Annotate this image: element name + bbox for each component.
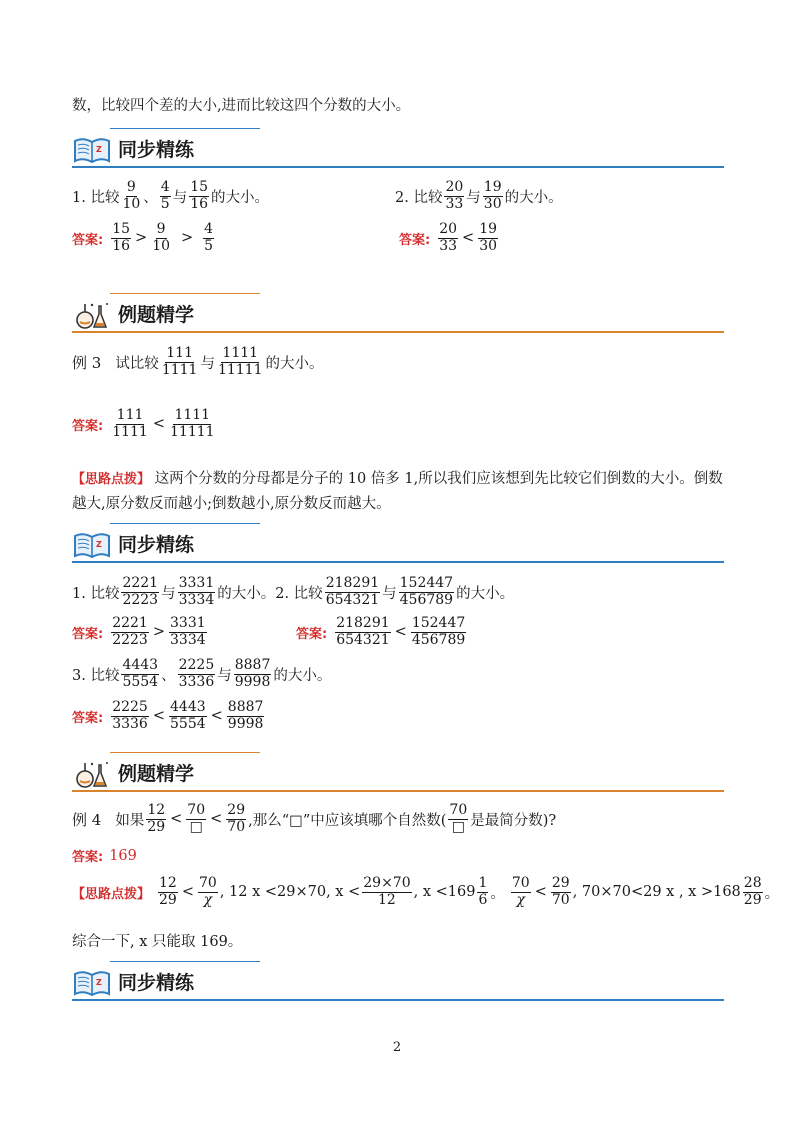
sync2-question-3: 3. 比较 $\frac{4443}{5554}$ 、 $\frac{2225}{3336}$ 与 $\frac{8887}{9998}$ 的大小。 (72, 657, 332, 690)
answer-value: 169 (109, 847, 137, 864)
example-3-question: 例 3 试比较 $\frac{111}{1111}$ 与 $\frac{1111}{11111}$ 的大小。 (72, 345, 324, 378)
example-3-answer: 答案: $\frac{111}{1111}$ < $\frac{1111}{11111}$ (72, 407, 215, 440)
sync1-question-2: 2. 比较 $\frac{20}{33}$ 与 $\frac{19}{30}$ 的大小。 (395, 179, 563, 212)
section-title: 例题精学 (118, 763, 195, 785)
section-header-sync-1 (72, 128, 724, 168)
fraction: $\frac{19}{30}$ (483, 179, 502, 212)
sync1-answer-1: 答案: $\frac{15}{16}$ > $\frac{9}{10}$ > $\frac{4}{5}$ (72, 221, 214, 254)
section-header-sync-2 (72, 523, 724, 563)
flask-icon (72, 759, 112, 789)
flask-icon (72, 300, 112, 330)
fraction: $\frac{15}{16}$ (190, 179, 209, 212)
sync2-question-1-2: 1. 比较 $\frac{2221}{2223}$ 与 $\frac{3331}{3334}$ 的大小。 2. 比较 $\frac{218291}{654321}$ 与 $\frac{152447}{456789}$ 的大小。 (72, 575, 515, 608)
page-number: 2 (392, 1040, 402, 1055)
example-3-tip: 【思路点拨】 这两个分数的分母都是分子的 10 倍多 1,所以我们应该想到先比较它们倒数的大小。倒数越大,原分数反而越小;倒数越小,原分数反而越大。 (72, 471, 723, 512)
svg-text:Z: Z (96, 540, 102, 549)
sync2-answer-2: 答案: $\frac{218291}{654321}$ < $\frac{152447}{456789}$ (296, 615, 466, 648)
section-title: 例题精学 (118, 304, 195, 326)
section-title: 同步精练 (118, 139, 195, 161)
example-4-conclusion: 综合一下, x 只能取 169。 (72, 934, 243, 950)
example-4-tip: 【思路点拨】 $\frac{12}{29}$ < $\frac{70}{\chi}$ , 12 x <29×70, x < $\frac{29\times 70}{12}$ , x <169 $\frac{1}{6}$ 。 $\frac{70}{\chi}$ < $\frac{29}{70}$ , 70×70<29 x , x >168 $\frac{28}{29}$ 。 (72, 875, 780, 908)
sync1-answer-2: 答案: $\frac{20}{33}$ < $\frac{19}{30}$ (399, 221, 498, 254)
example-4-question: 例 4 如果 $\frac{12}{29}$ < $\frac{70}{□}$ < $\frac{29}{70}$ ,那么“□”中应该填哪个自然数( $\frac{70}{□}$ 是最简分数)? (72, 802, 557, 835)
section-title: 同步精练 (118, 534, 195, 556)
svg-text:Z: Z (96, 978, 102, 987)
intro-text: 数，比较四个差的大小,进而比较这四个分数的大小。 (72, 98, 411, 114)
book-icon (72, 135, 112, 165)
sync2-answer-1: 答案: $\frac{2221}{2223}$ > $\frac{3331}{3334}$ (72, 615, 206, 648)
sync2-answer-3: 答案: $\frac{2225}{3336}$ < $\frac{4443}{5554}$ < $\frac{8887}{9998}$ (72, 699, 264, 732)
section-header-example-4 (72, 752, 724, 792)
section-title: 同步精练 (118, 972, 195, 994)
example-4-answer: 答案: 169 (72, 847, 137, 865)
sync1-question-1: 1. 比较 $\frac{9}{10}$ 、 $\frac{4}{5}$ 与 $\frac{15}{16}$ 的大小。 (72, 179, 270, 212)
section-header-example-3 (72, 293, 724, 333)
fraction: $\frac{9}{10}$ (122, 179, 141, 212)
svg-text:Z: Z (96, 145, 102, 154)
fraction: $\frac{20}{33}$ (445, 179, 464, 212)
book-icon (72, 968, 112, 998)
book-icon (72, 530, 112, 560)
fraction: $\frac{4}{5}$ (160, 179, 170, 212)
section-header-sync-3 (72, 961, 724, 1001)
